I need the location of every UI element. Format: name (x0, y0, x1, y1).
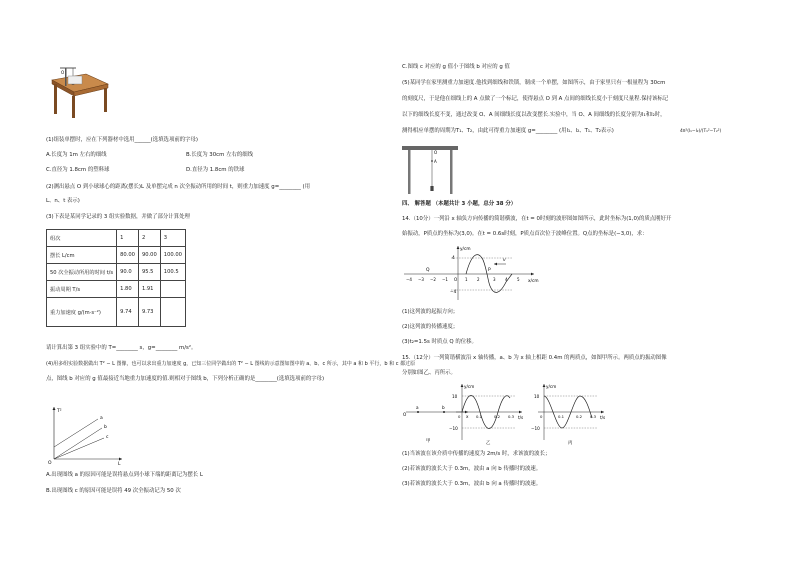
fig-yi-top: 10 (452, 394, 458, 399)
fig-bing-tick: 0.1 (558, 414, 565, 419)
table-cell: 9.74 (117, 298, 139, 327)
table-cell (160, 298, 185, 327)
fig-bing-tick: 0 (540, 414, 543, 419)
table-cell: 100.00 (160, 247, 185, 264)
q15-line2: 分别如图乙、丙所示。 (402, 370, 456, 376)
q4-option-c: C.图线 c 对应的 g 值小于图线 b 对应的 g 值 (402, 64, 510, 70)
q2-line2: L、n、t 表示) (46, 198, 80, 204)
q1-option-b: B.长度为 30cm 左右的细线 (186, 152, 254, 158)
q5-line3: 以下的细线长度不变，通过改变 O、A 间细线长度以改变摆长.实验中，当 O、A 间细线的长度分别为l₁和l₂时， (402, 112, 666, 118)
q14-line2: 始振动，P质点的坐标为(3,0)。在t = 0.6s时刻，P质点首次位于波峰位置。Q点的坐标是(−3,0)，求： (402, 231, 648, 237)
table-row (47, 247, 186, 264)
table-cell: 组次 (47, 230, 117, 247)
t2-l-graph (46, 405, 126, 465)
table-cell: 重力加速度 g/(m·s⁻²) (47, 298, 117, 327)
pendulum-table-illustration (46, 62, 112, 120)
wave-tick: 5 (517, 277, 520, 282)
fig-yi-caption: 乙 (486, 441, 491, 446)
fig-yi-t-label: t/s (518, 415, 524, 420)
graph-line-a-label: a (100, 416, 103, 421)
pendulum-a-point: A (434, 159, 437, 164)
graph-origin-label: O (48, 461, 52, 466)
q14-line1: 14.（10分）一列沿 x 轴负方向传播的简谐横波，在t = 0时刻的波形图如图所示，此时坐标为(1,0)的质点刚好开 (402, 216, 672, 222)
fig-yi-bottom: −10 (449, 426, 458, 431)
wave-q-label: Q (426, 268, 430, 273)
table-cell: 80.00 (117, 247, 139, 264)
fig-bing-y-label: y/cm (546, 384, 557, 389)
q15-sub3: (3)若该波的波长大于 0.3m，波由 b 向 a 传播时的波速。 (402, 481, 542, 487)
fig-bing-top: 10 (534, 394, 540, 399)
q15-fig-bing (528, 382, 610, 446)
table-cell: 1 (117, 230, 139, 247)
table-cell: 摆长 L/cm (47, 247, 117, 264)
q2-line1: (2)测出悬点 O 到小球球心的距离(摆长)L 及单摆完成 n 次全振动所用的时间 t，则重力加速度 g=________ (用 (46, 184, 310, 190)
wave-tick: O (454, 277, 458, 282)
fig-jia-o: O (403, 412, 407, 417)
q4-option-b: B.出现图线 c 的原因可能是误将 49 次全振动记为 50 次 (46, 488, 181, 494)
wave-tick: −1 (442, 277, 448, 282)
graph-line-b-label: b (104, 425, 107, 430)
q5-formula: 4π²(l₁−l₂)/(T₁²−T₂²) (680, 129, 722, 134)
q14-sub2: (2)这列波的传播速度； (402, 324, 459, 330)
q14-sub1: (1)这列波的起振方向； (402, 309, 459, 315)
wave-v-label: v (503, 258, 506, 263)
wave-tick: 3 (493, 277, 496, 282)
table-cell: 100.5 (160, 264, 185, 281)
fig-yi-y-label: y/cm (464, 384, 475, 389)
table-cell: 2 (138, 230, 160, 247)
q15-fig-yi (446, 382, 528, 446)
graph-line-c-label: c (106, 435, 109, 440)
q5-line2: 的刻度尺，于是他在细线上的 A 点做了一个标记，使得悬点 O 到 A 点间的细线长度小于刻度尺量程.保持该标记 (402, 96, 669, 102)
table-cell: 90.00 (138, 247, 160, 264)
q14-sub3: (3)t₂=1.5s 时质点 Q 的位移。 (402, 339, 477, 345)
wave-tick-labels (406, 277, 520, 282)
table-cell: 50 次全振动所用的时间 t/s (47, 264, 117, 281)
q5-line1: (5)某同学在家里测重力加速度.他找到细线和铁锁，制成一个单摆，如图所示，由于家里只有一根量程为 30cm (402, 80, 666, 86)
table-cell: 90.0 (117, 264, 139, 281)
wave-tick: −3 (418, 277, 424, 282)
q15-sub1: (1)当该波在该介质中传播的速度为 2m/s 时，求该波的波长； (402, 451, 551, 457)
table-row (47, 281, 186, 298)
wave-tick: 4 (505, 277, 508, 282)
q1-option-c: C.直径为 1.8cm 的塑料球 (46, 167, 110, 173)
wave-x-label: x/cm (528, 279, 539, 284)
pendulum-o-point: O (434, 150, 438, 155)
table-cell: 振动周期 T/s (47, 281, 117, 298)
table-row (47, 230, 186, 247)
fig-jia-b: b (442, 405, 445, 410)
q1-prompt: (1)组装单摆时，应在下列器材中选用______(选填选项前的字母) (46, 137, 198, 143)
q15-line1: 15.（12分）一列简谐横波沿 x 轴传播，a、b 为 x 轴上相距 0.4m 的两质点，如图甲所示。两质点的振动图像 (402, 355, 667, 361)
fig-jia-caption: 甲 (426, 439, 431, 444)
q5-last: 测得相应单摆的周期为T₁、T₂，由此可得重力加速度 g=________ (用l₁、l₂、T₁、T₂表示) (402, 128, 614, 134)
pendulum-o-label: O (61, 70, 65, 75)
table-row (47, 264, 186, 281)
fig-jia-x: x (466, 414, 469, 419)
fig-bing-bottom: −10 (531, 426, 540, 431)
graph-x-label: L (118, 462, 121, 467)
wave-y-neg-label: −4 (450, 290, 457, 295)
table-cell: 1.91 (138, 281, 160, 298)
q4-line1: (4)用多组实验数据做出 T² − L 图像，也可以求出重力加速度 g，已知三位同学做出的 T² − L 图线的示意图如图中的 a、b、c 所示，其中 a 和 b 平行，b 和 c 都过原 (46, 361, 416, 367)
q4-option-a: A.出现图线 a 的原因可能是误将悬点到小球下端的距离记为摆长 L (46, 472, 203, 478)
data-table (46, 229, 186, 327)
wave-y-pos-label: 4 (452, 256, 455, 261)
q15-sub2: (2)若该波的波长大于 0.3m，波由 a 向 b 传播时的波速。 (402, 466, 542, 472)
wave-y-label: y/cm (460, 247, 471, 252)
q14-wave-figure (402, 244, 552, 302)
fig-bing-t-label: t/s (600, 415, 606, 420)
fig-yi-tick: 0.2 (494, 414, 501, 419)
fig-yi-tick: 0 (458, 414, 461, 419)
wave-tick: −4 (406, 277, 412, 282)
fig-bing-tick: 0.2 (576, 414, 583, 419)
q4-line2: 点，图线 b 对应的 g 值最接近当地重力加速度的值.则相对于图线 b，下列分析正确的是________(选填选项前的字母) (46, 376, 325, 382)
wave-tick: 2 (477, 277, 480, 282)
graph-y-label: T² (57, 409, 62, 414)
wave-p-label: P (488, 268, 491, 273)
q3-intro: (3)下表是某同学记录的 3 组实验数据，并做了部分计算处理 (46, 214, 190, 220)
table-row (47, 298, 186, 327)
table-cell: 1.80 (117, 281, 139, 298)
wave-tick: 1 (465, 277, 468, 282)
q1-option-a: A.长度为 1m 左右的细线 (46, 152, 107, 158)
fig-yi-tick: 0.1 (476, 414, 483, 419)
q3-after: 请计算出第 3 组实验中的 T=________ s，g=________ m/s²。 (46, 345, 197, 351)
hanging-pendulum-illustration (402, 144, 462, 196)
fig-yi-tick: 0.3 (508, 414, 515, 419)
section-heading: 四、 解答题 （本题共计 3 小题，总分 38 分） (402, 201, 517, 207)
table-cell: 95.5 (138, 264, 160, 281)
q1-option-d: D.直径为 1.8cm 的铁球 (186, 167, 245, 173)
fig-bing-tick: 0.3 (590, 414, 597, 419)
fig-jia-a: a (416, 405, 419, 410)
table-cell: 3 (160, 230, 185, 247)
table-cell: 9.73 (138, 298, 160, 327)
wave-tick: −2 (430, 277, 436, 282)
fig-bing-caption: 丙 (568, 441, 573, 446)
table-cell (160, 281, 185, 298)
